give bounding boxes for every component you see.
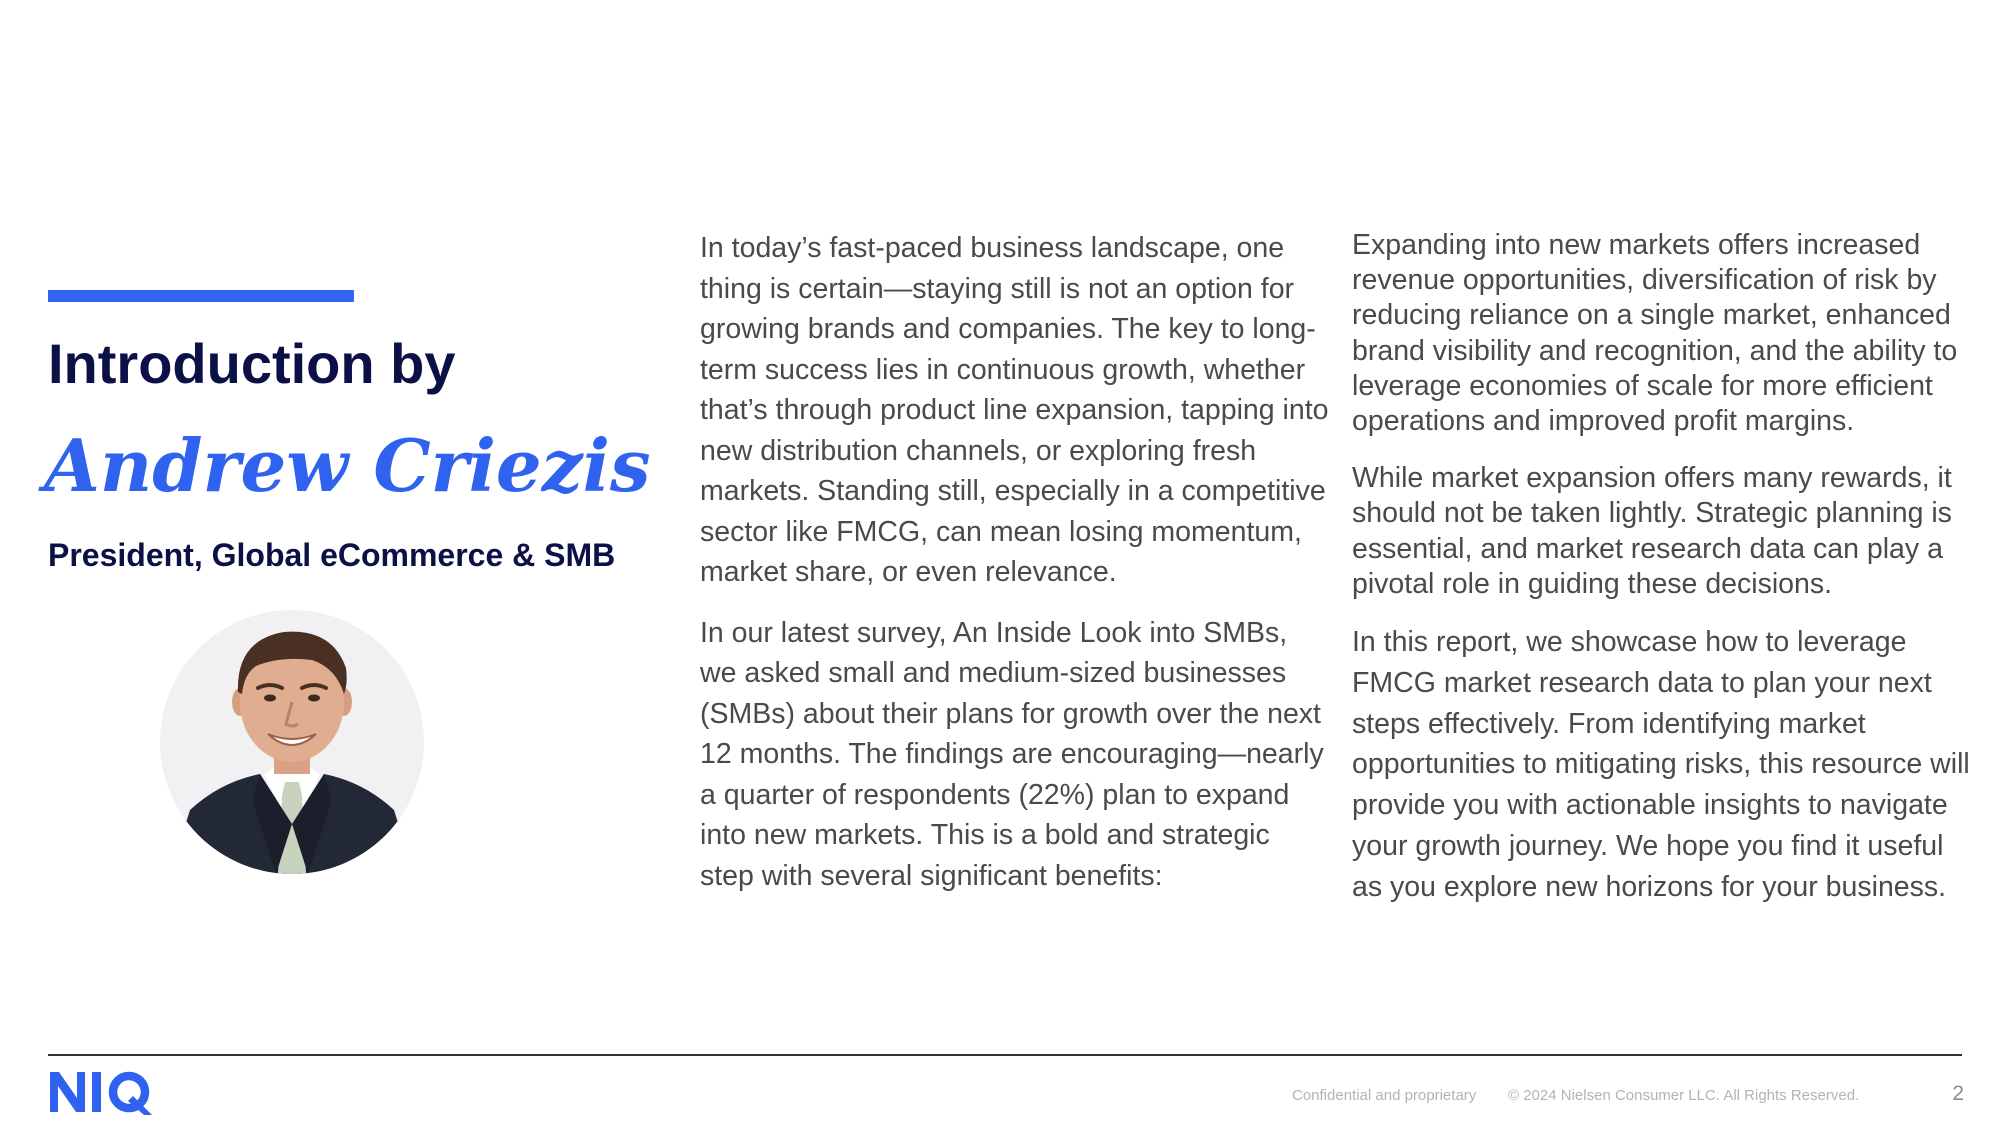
page-title: Introduction by	[48, 332, 456, 395]
author-name: Andrew Criezis	[44, 423, 651, 508]
footer-divider	[48, 1054, 1962, 1056]
page-number: 2	[1952, 1082, 1964, 1105]
paragraph: In today’s fast-paced business landscape, one thing is certain—staying still is not an option for growing brands and companies. The key to long-term success lies in continuous growth, whether that’s through product line expansion, tapping into new distribution channels, or exploring fresh markets. Standing still, especially in a competitive sector like FMCG, can mean losing momentum, market share, or even relevance.	[700, 232, 1329, 588]
body-column-right	[1352, 228, 1972, 908]
paragraph: In our latest survey, An Inside Look into SMBs, we asked small and medium-sized businesses (SMBs) about their plans for growth over the next 12 months. The findings are encouraging—nearly a quarter of respondents (22%) plan to expand into new markets. This is a bold and strategic step with several significant benefits:	[700, 616, 1324, 892]
author-role: President, Global eCommerce & SMB	[48, 537, 616, 573]
accent-bar	[48, 290, 354, 302]
body-column-left	[700, 228, 1330, 896]
paragraph: Expanding into new markets offers increased revenue opportunities, diversification of risk by reducing reliance on a single market, enhanced brand visibility and recognition, and the ability to leverage economies of scale for more efficient operations and improved profit margins.	[1352, 229, 1958, 438]
confidential-label: Confidential and proprietary	[1292, 1087, 1477, 1104]
niq-logo	[48, 1068, 156, 1116]
copyright-notice: © 2024 Nielsen Consumer LLC. All Rights Reserved.	[1508, 1087, 1860, 1104]
paragraph: While market expansion offers many rewards, it should not be taken lightly. Strategic planning is essential, and market research data can play a pivotal role in guiding these decisions.	[1352, 462, 1952, 600]
paragraph: In this report, we showcase how to leverage FMCG market research data to plan your next steps effectively. From identifying market opportunities to mitigating risks, this resource will provide you with actionable insights to navigate your growth journey. We hope you find it useful as you explore new horizons for your business.	[1352, 626, 1970, 903]
author-photo	[160, 610, 424, 874]
